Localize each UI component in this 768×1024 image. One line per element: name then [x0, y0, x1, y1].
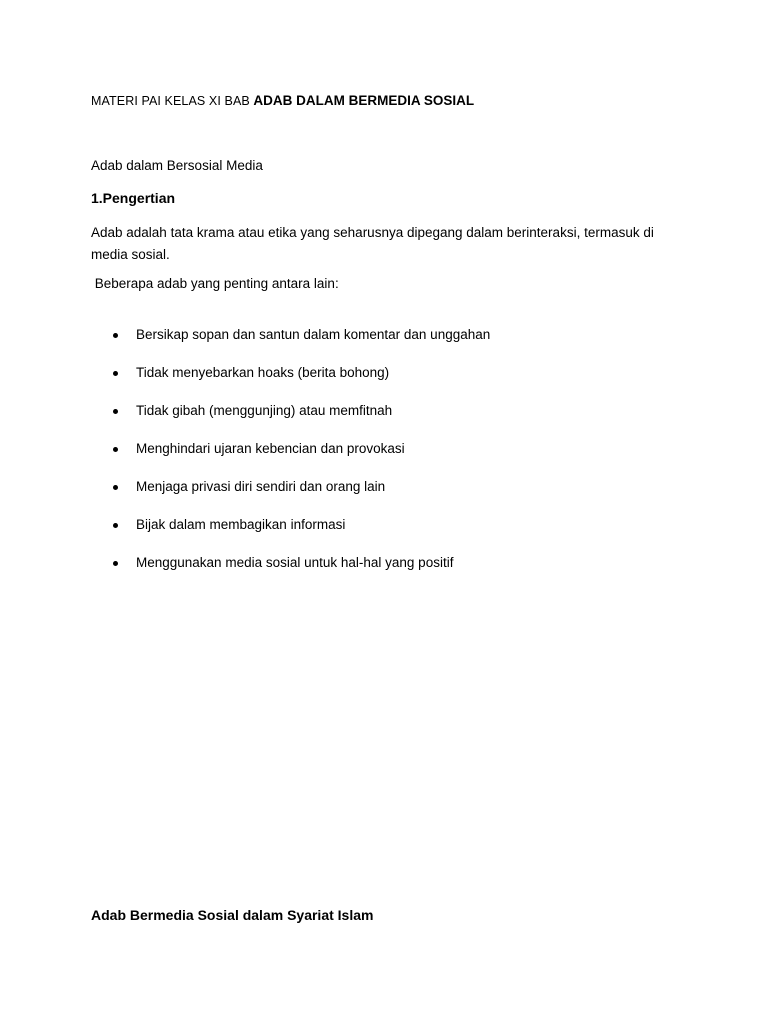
header-prefix: MATERI PAI KELAS XI BAB [91, 94, 254, 108]
list-item-text: Bijak dalam membagikan informasi [136, 517, 346, 532]
list-item-text: Bersikap sopan dan santun dalam komentar dan unggahan [136, 327, 491, 342]
bullet-icon [113, 485, 118, 490]
document-subtitle: Adab dalam Bersosial Media [91, 158, 263, 173]
bullet-icon [113, 561, 118, 566]
list-item-text: Menghindari ujaran kebencian dan provokasi [136, 441, 405, 456]
list-item-text: Menggunakan media sosial untuk hal-hal yang positif [136, 555, 454, 570]
document-header [91, 93, 474, 108]
list-item-text: Tidak gibah (menggunjing) atau memfitnah [136, 403, 393, 418]
intro-paragraph: Beberapa adab yang penting antara lain: [91, 276, 339, 291]
section-heading-pengertian: 1.Pengertian [91, 190, 176, 206]
bullet-icon [113, 371, 118, 376]
bullet-icon [113, 333, 118, 338]
section-heading-syariat: Adab Bermedia Sosial dalam Syariat Islam [91, 907, 374, 923]
header-title: ADAB DALAM BERMEDIA SOSIAL [253, 93, 475, 108]
list-item-text: Tidak menyebarkan hoaks (berita bohong) [136, 365, 390, 380]
definition-paragraph: Adab adalah tata krama atau etika yang seharusnya dipegang dalam berinteraksi, termasuk di media sosial. [91, 225, 654, 262]
bullet-icon [113, 523, 118, 528]
bullet-icon [113, 409, 118, 414]
list-item-text: Menjaga privasi diri sendiri dan orang lain [136, 479, 386, 494]
bullet-icon [113, 447, 118, 452]
